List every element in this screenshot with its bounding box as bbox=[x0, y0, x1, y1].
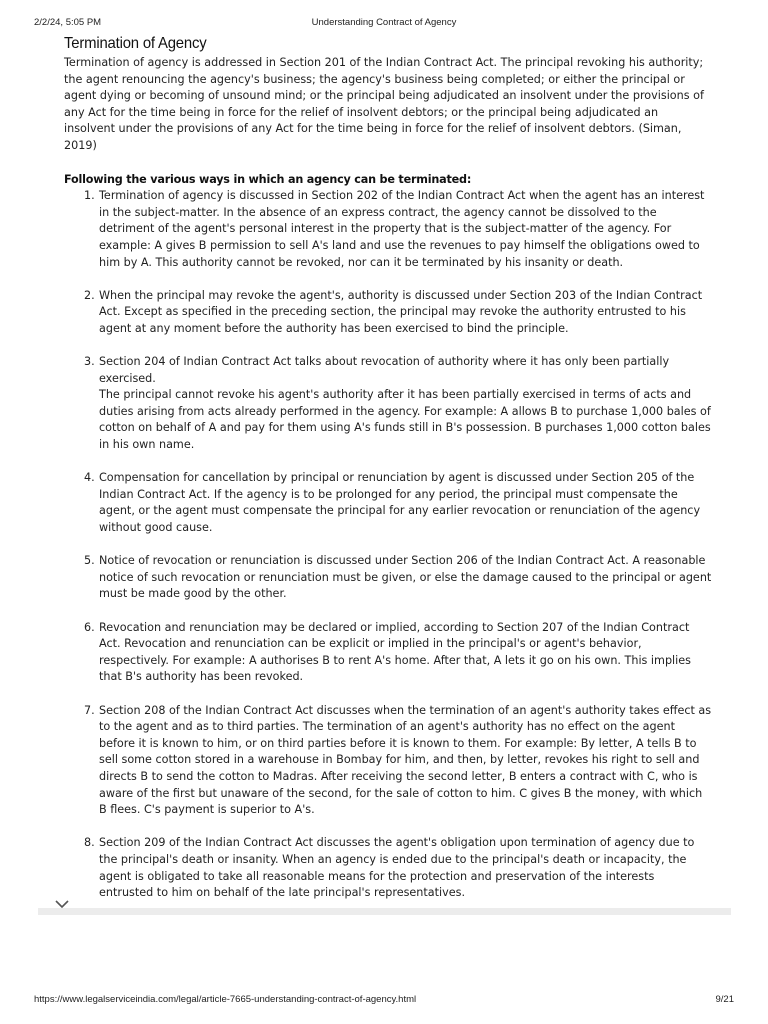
list-item-text: Section 208 of the Indian Contract Act discusses when the termination of an agent's authority takes effect as to the agent and as to third parties. The termination of an agent's authority has no effect on the agent before it is known to him, or on third parties before it is known to them. For example: By letter, A tells B to sell some cotton stored in a warehouse in Bombay for him, and then, by letter, revokes his right to sell and directs B to send the cotton to Madras. After receiving the second letter, B enters a contract with C, who is aware of the first but unaware of the second, for the sale of cotton to him. C gives B the money, with which B flees. C's payment is superior to A's. bbox=[99, 703, 712, 817]
section-intro: Termination of agency is addressed in Section 201 of the Indian Contract Act. The principal revoking his authority; the agent renouncing the agency's business; the agency's business being completed; or either the principal or agent dying or becoming of unsound mind; or the principal being adjudicated an insolvent under the provisions of any Act for the time being in force for the relief of insolvent debtors; or the principal being adjudicated an insolvent under the provisions of any Act for the time being in force for the relief of insolvent debtors. (Siman, 2019) bbox=[64, 56, 704, 152]
section-heading: Termination of Agency bbox=[64, 35, 207, 52]
list-item-text: Section 204 of Indian Contract Act talks about revocation of authority where it has only been partially exercised. bbox=[99, 355, 670, 385]
chevron-down-icon[interactable] bbox=[55, 894, 69, 904]
print-datetime: 2/2/24, 5:05 PM bbox=[34, 17, 102, 28]
list-item-number: 6. bbox=[84, 620, 95, 634]
list-item bbox=[64, 288, 712, 338]
list-item-number: 5. bbox=[84, 554, 95, 568]
list-item-text: Revocation and renunciation may be declared or implied, according to Section 207 of the Indian Contract Act. Revocation and renunciation can be explicit or implied in the principal's or agent's behavior, respectively. For example: A authorises B to rent A's home. After that, A lets it go on his own. This implies that B's authority has been revoked. bbox=[99, 620, 691, 684]
list-item-text: Section 209 of the Indian Contract Act discusses the agent's obligation upon termination of agency due to the principal's death or insanity. When an agency is ended due to the principal's death or incapacity, the agent is obligated to take all reasonable means for the protection and preservation of the interests entrusted to him on behalf of the late principal's representatives. bbox=[99, 836, 695, 900]
print-footer bbox=[34, 994, 734, 1008]
list-item-text: Notice of revocation or renunciation is discussed under Section 206 of the Indian Contract Act. A reasonable notice of such revocation or renunciation must be given, or else the damage caused to the principal or agent must be made good by the other. bbox=[99, 554, 712, 601]
collapse-bar[interactable] bbox=[38, 908, 731, 915]
print-header bbox=[34, 17, 734, 31]
list-item-number: 7. bbox=[84, 703, 95, 717]
page-number: 9/21 bbox=[715, 994, 734, 1005]
list-item-number: 3. bbox=[84, 355, 95, 369]
list-item bbox=[64, 470, 712, 536]
list-item-text-continued: The principal cannot revoke his agent's authority after it has been partially exercised in terms of acts and duties arising from acts already performed in the agency. For example: A allows B to purchase 1,000 bales of cotton on behalf of A and pay for them using A's funds still in B's possession. B purchases 1,000 cotton bales in his own name. bbox=[99, 388, 711, 452]
list-item-number: 8. bbox=[84, 836, 95, 850]
article-content bbox=[64, 34, 712, 918]
list-item-text: When the principal may revoke the agent's, authority is discussed under Section 203 of the Indian Contract Act. Except as specified in the preceding section, the principal may revoke the authority entrusted to his agent at any moment before the authority has been exercised to bind the principle. bbox=[99, 288, 703, 335]
termination-ways-list bbox=[64, 188, 712, 902]
print-title: Understanding Contract of Agency bbox=[311, 17, 457, 28]
list-item-number: 4. bbox=[84, 471, 95, 485]
list-item-text: Termination of agency is discussed in Section 202 of the Indian Contract Act when the agent has an interest in the subject-matter. In the absence of an express contract, the agency cannot be dissolved to the detriment of the agent's personal interest in the property that is the subject-matter of the agency. For example: A gives B permission to sell A's land and use the revenues to pay himself the obligations owed to him by A. This authority cannot be revoked, nor can it be terminated by his insanity or death. bbox=[99, 189, 705, 269]
list-item bbox=[64, 620, 712, 686]
list-item bbox=[64, 835, 712, 901]
list-item-number: 1. bbox=[84, 189, 95, 203]
list-item bbox=[64, 354, 712, 454]
list-item-text: Compensation for cancellation by principal or renunciation by agent is discussed under Section 205 of the Indian Contract Act. If the agency is to be prolonged for any period, the principal must compensate the agent, or the agent must compensate the principal for any earlier revocation or renunciation of the agency without good cause. bbox=[99, 471, 701, 535]
list-item bbox=[64, 703, 712, 819]
list-lead: Following the various ways in which an agency can be terminated: bbox=[64, 172, 472, 186]
list-item bbox=[64, 553, 712, 603]
list-item-number: 2. bbox=[84, 288, 95, 302]
print-url: https://www.legalserviceindia.com/legal/article-7665-understanding-contract-of-agency.html bbox=[34, 994, 417, 1005]
list-item bbox=[64, 188, 712, 271]
